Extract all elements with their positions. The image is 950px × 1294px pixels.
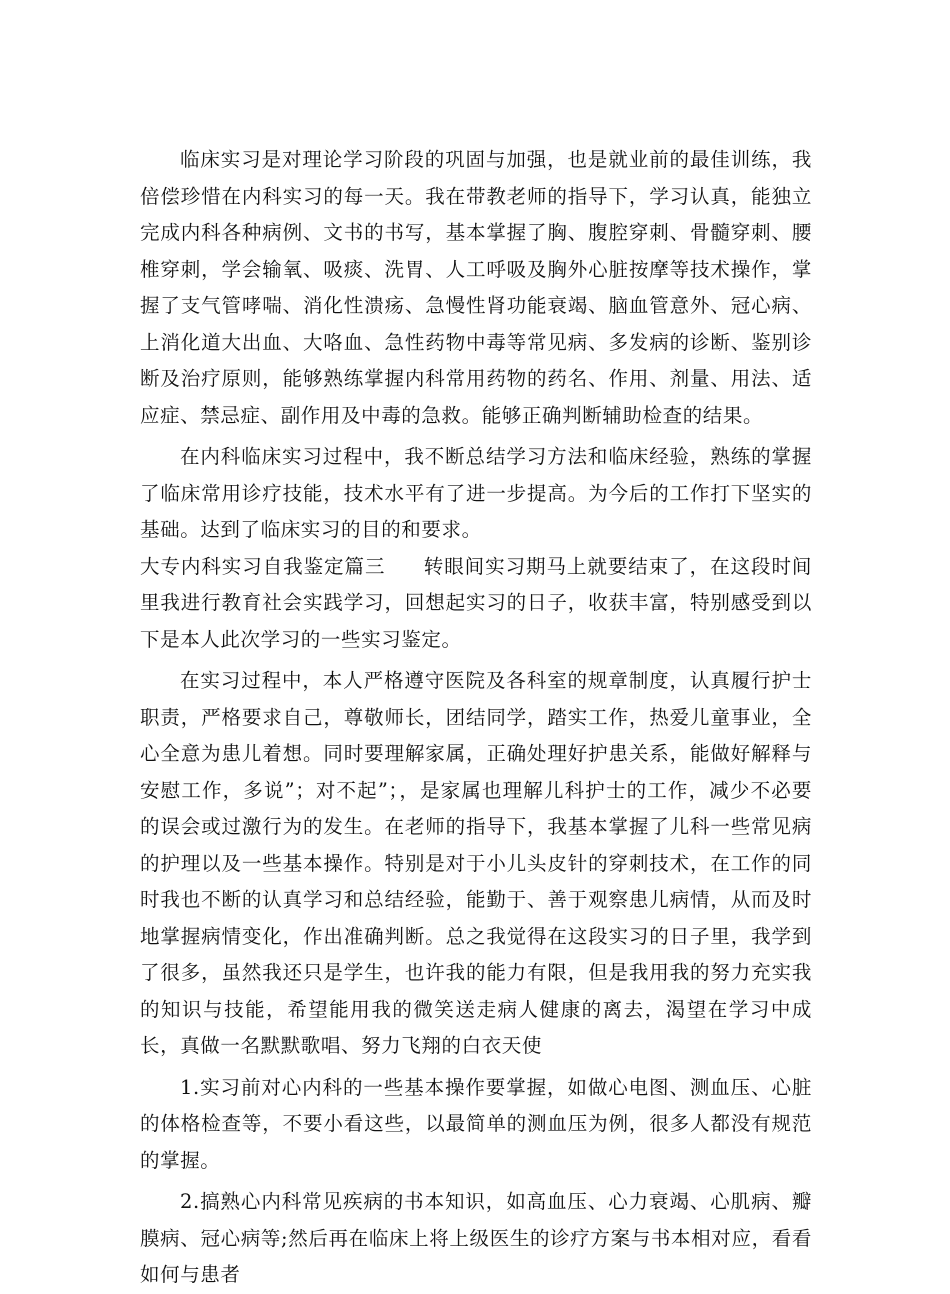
paragraph-internship-summary: 临床实习是对理论学习阶段的巩固与加强，也是就业前的最佳训练，我倍偿珍惜在内科实习的每一天。我在带教老师的指导下，学习认真，能独立完成内科各种病例、文书的书写，基本掌握了胸、腹腔穿刺、骨髓穿刺、腰椎穿刺，学会输氧、吸痰、洗胃、人工呼吸及胸外心脏按摩等技术操作，掌握了支气管哮喘、消化性溃疡、急慢性肾功能衰竭、脑血管意外、冠心病、上消化道大出血、大咯血、急性药物中毒等常见病、多发病的诊断、鉴别诊断及治疗原则，能够熟练掌握内科常用药物的药名、作用、剂量、用法、适应症、禁忌症、副作用及中毒的急救。能够正确判断辅助检查的结果。 [140, 148, 812, 427]
list-item: 2.搞熟心内科常见疾病的书本知识，如高血压、心力衰竭、心肌病、瓣膜病、冠心病等;然后再在临床上将上级医生的诊疗方案与书本相对应，看看如何与患者 [140, 1190, 812, 1286]
document-page [140, 142, 812, 1294]
list-item: 1.实习前对心内科的一些基本操作要掌握，如做心电图、测血压、心脏的体格检查等，不要小看这些，以最简单的测血压为例，很多人都没有规范的掌握。 [140, 1075, 812, 1172]
section-heading: 大专内科实习自我鉴定篇三 [140, 554, 386, 578]
section-block [140, 549, 812, 659]
section-intro: 转眼间实习期马上就要结束了，在这段时间里我进行教育社会实践学习，回想起实习的日子，收获丰富，特别感受到以下是本人此次学习的一些实习鉴定。 [140, 554, 812, 651]
paragraph-clinical-experience: 在内科临床实习过程中，我不断总结学习方法和临床经验，熟练的掌握了临床常用诊疗技能，技术水平有了进一步提高。为今后的工作打下坚实的基础。达到了临床实习的目的和要求。 [140, 445, 812, 541]
paragraph-practice: 在实习过程中，本人严格遵守医院及各科室的规章制度，认真履行护士职责，严格要求自己，尊敬师长，团结同学，踏实工作，热爱儿童事业，全心全意为患儿着想。同时要理解家属，正确处理好护患关系，能做好解释与安慰工作，多说”；对不起”；，是家属也理解儿科护士的工作，减少不必要的误会或过激行为的发生。在老师的指导下，我基本掌握了儿科一些常见病的护理以及一些基本操作。特别是对于小儿头皮针的穿刺技术，在工作的同时我也不断的认真学习和总结经验，能勤于、善于观察患儿病情，从而及时地掌握病情变化，作出准确判断。总之我觉得在这段实习的日子里，我学到了很多，虽然我还只是学生，也许我的能力有限，但是我用我的努力充实我的知识与技能，希望能用我的微笑送走病人健康的离去，渴望在学习中成长，真做一名默默歌唱、努力飞翔的白衣天使 [140, 669, 812, 1057]
